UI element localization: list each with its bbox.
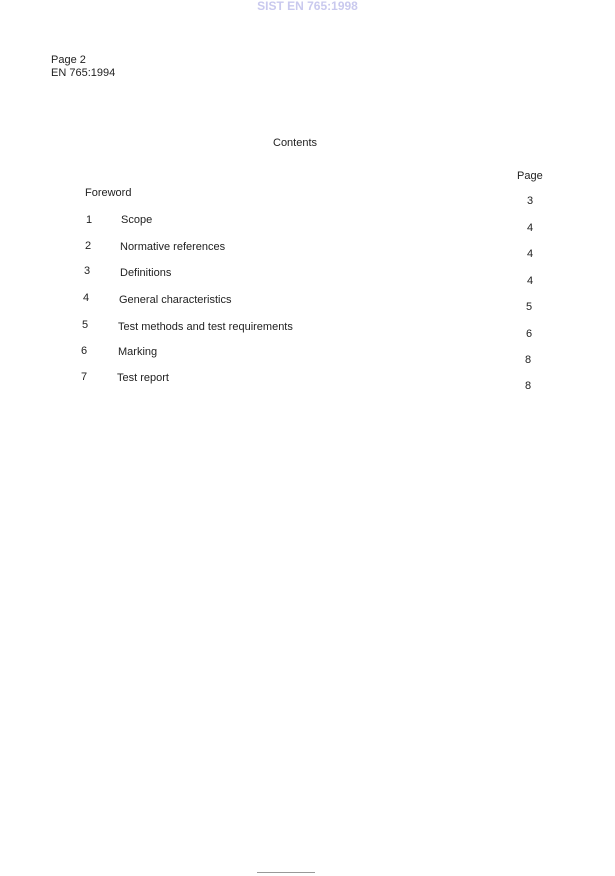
toc-title: General characteristics <box>119 294 232 306</box>
toc-page: 4 <box>526 222 534 234</box>
toc-title: Normative references <box>120 241 226 253</box>
watermark: SIST EN 765:1998 <box>257 0 358 13</box>
page-number: Page 2 <box>51 54 86 66</box>
contents-title: Contents <box>273 137 318 149</box>
toc-number: 5 <box>82 319 89 331</box>
toc-title: Definitions <box>120 267 172 279</box>
toc-number: 6 <box>81 345 88 357</box>
toc-foreword: Foreword <box>85 187 132 199</box>
toc-page: 6 <box>525 328 533 340</box>
toc-number: 4 <box>83 292 90 304</box>
toc-number: 2 <box>85 240 92 252</box>
toc-number: 3 <box>84 265 91 277</box>
toc-number: 7 <box>81 371 88 383</box>
toc-title: Test report <box>117 372 169 384</box>
toc-page: 4 <box>526 275 534 287</box>
page-column-label: Page <box>517 170 543 182</box>
toc-page: 4 <box>526 248 534 260</box>
toc-title: Scope <box>121 214 153 226</box>
toc-page: 5 <box>525 301 533 313</box>
toc-title: Test methods and test requirements <box>118 321 293 333</box>
toc-title: Marking <box>118 346 158 358</box>
toc-foreword-page: 3 <box>526 195 534 207</box>
toc-number: 1 <box>86 214 93 226</box>
footer-rule <box>257 872 315 873</box>
toc-page: 8 <box>524 354 532 366</box>
standard-id: EN 765:1994 <box>51 67 116 79</box>
toc-page: 8 <box>524 380 532 392</box>
